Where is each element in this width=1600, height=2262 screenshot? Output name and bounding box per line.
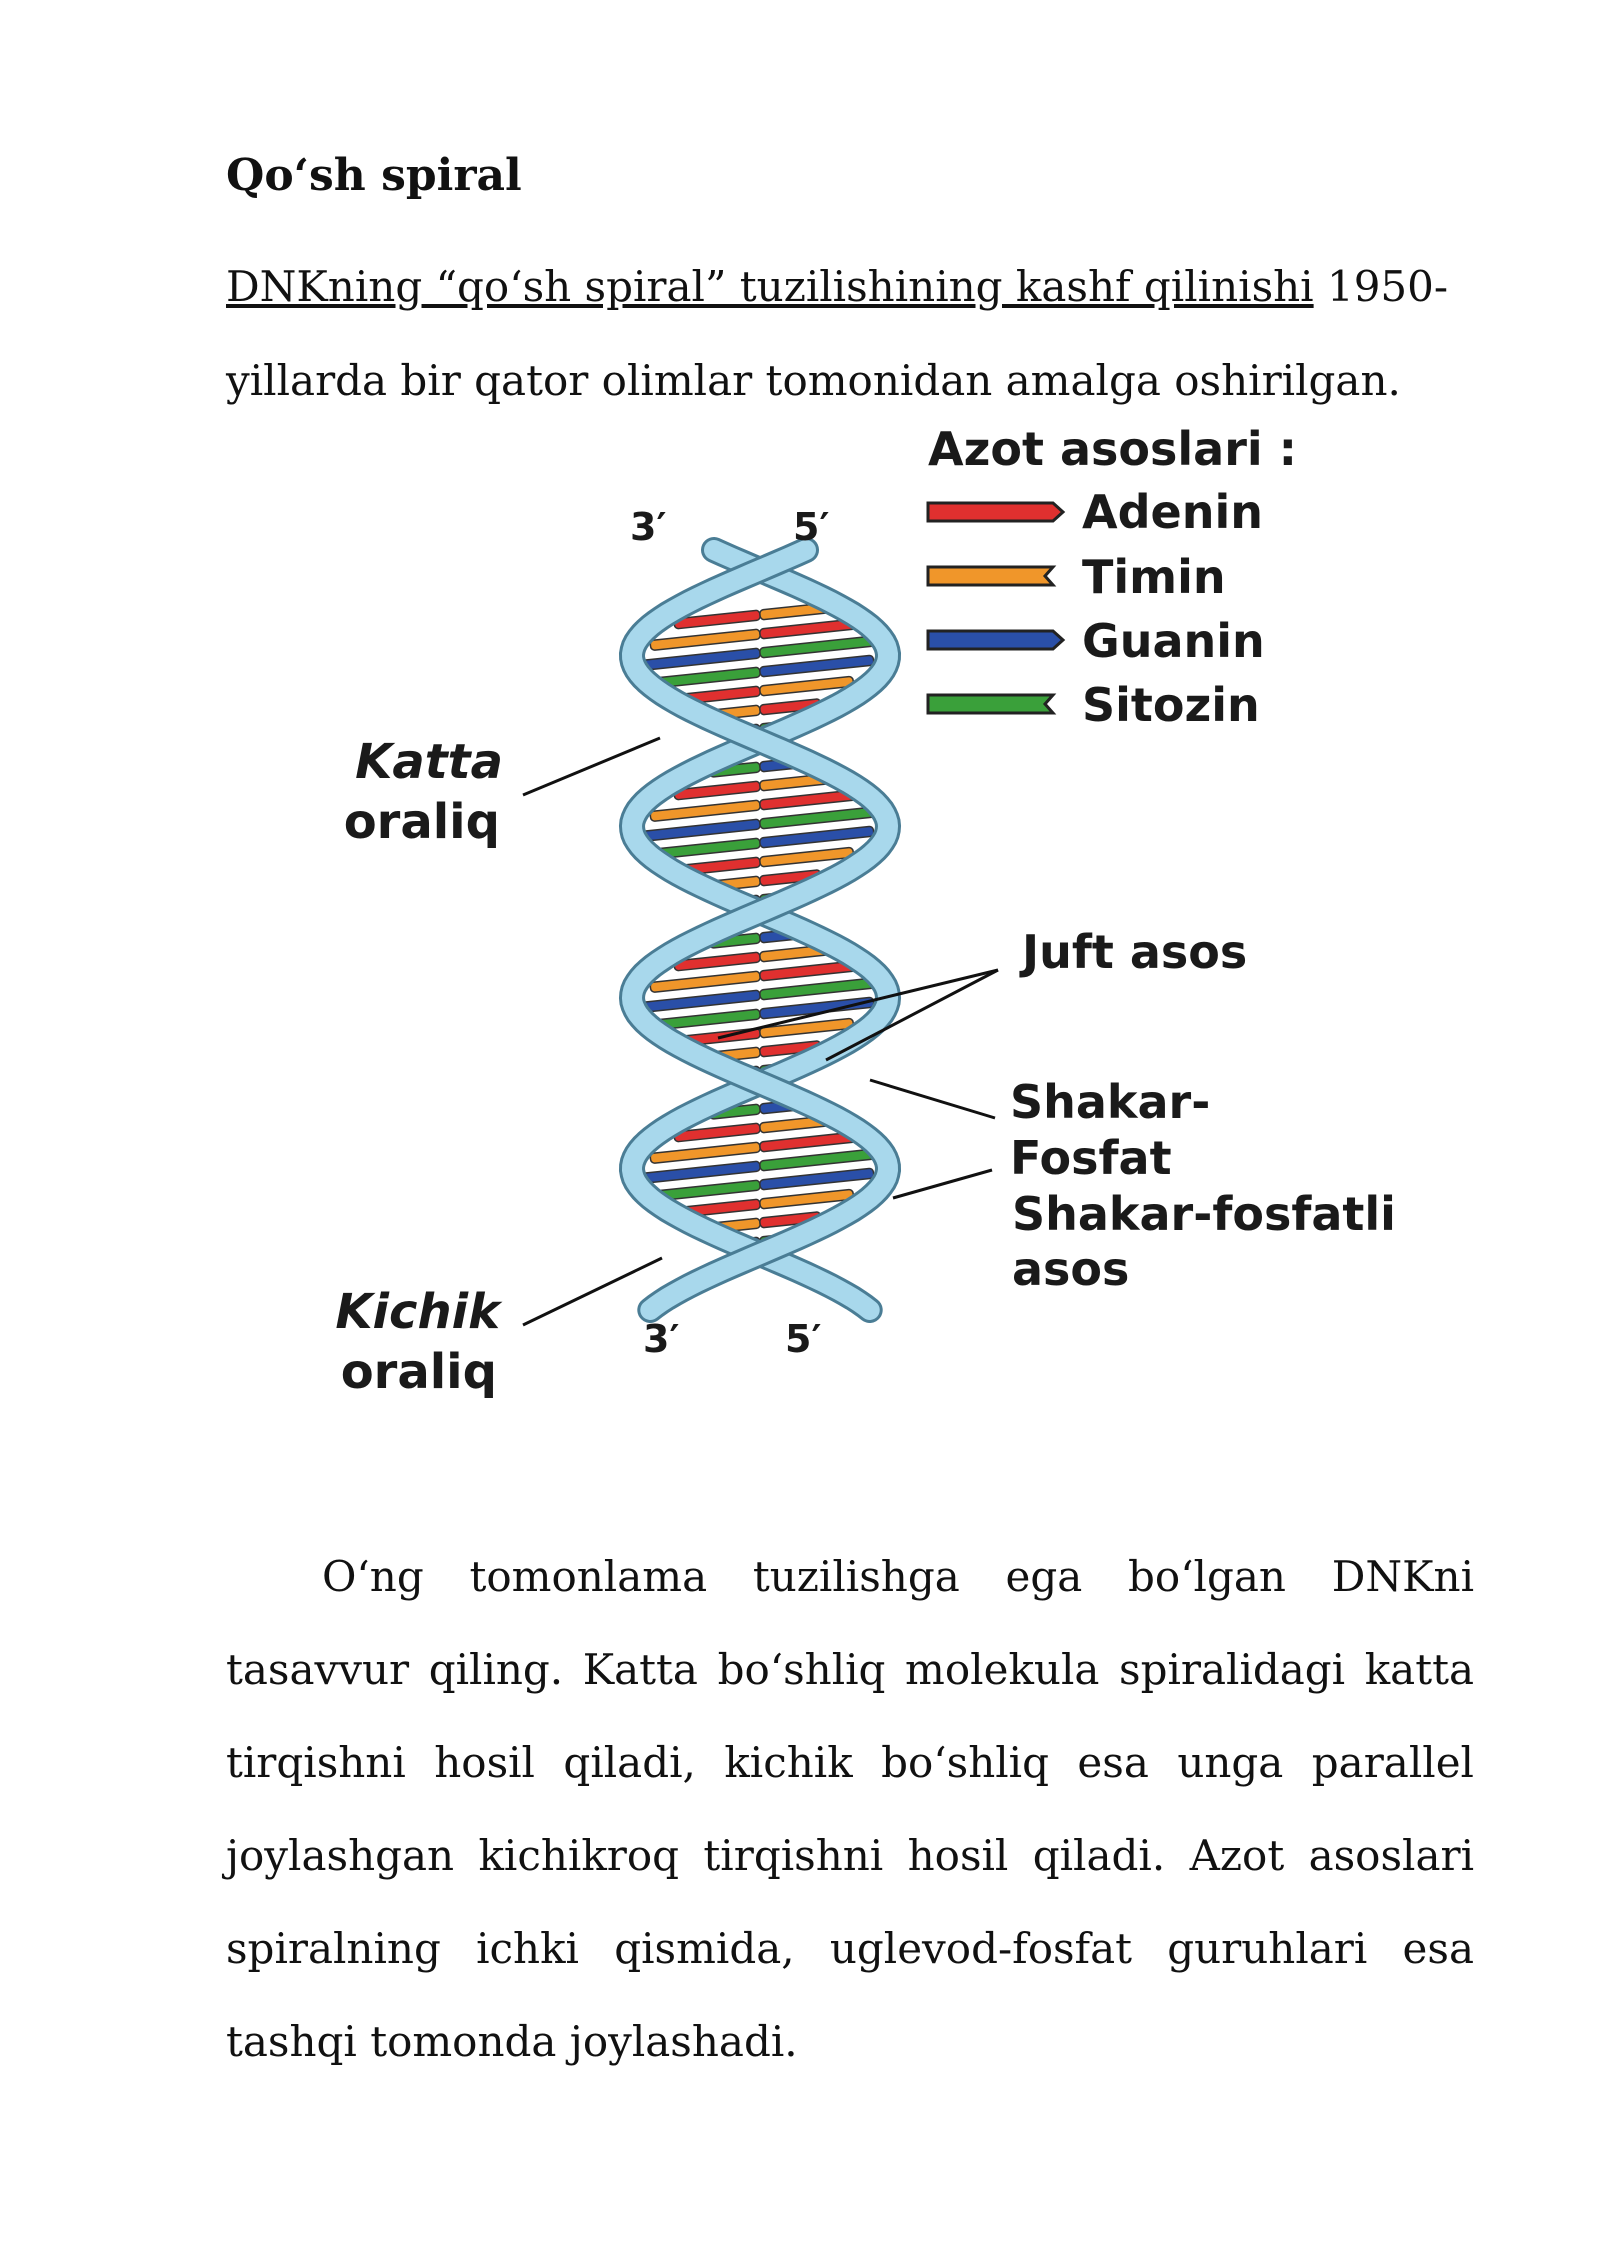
base-pair-half: [759, 1168, 874, 1190]
base-pair-half: [650, 629, 761, 650]
base-pair-half: [759, 655, 874, 677]
base-pair-half: [759, 806, 879, 828]
base-pair-half: [759, 826, 874, 848]
base-pair-half: [650, 1142, 761, 1163]
base-pair-half: [759, 997, 874, 1019]
legend-label-adenin: Adenin: [1082, 485, 1263, 539]
end-label-top-5prime: 5′: [793, 505, 830, 549]
sitozin-swatch: [928, 695, 1053, 713]
legend-label-timin: Timin: [1082, 550, 1226, 604]
end-label-bottom-3prime: 3′: [643, 1317, 680, 1361]
legend-item-sitozin: [928, 678, 1260, 732]
base-pair-half: [640, 819, 760, 841]
end-label-bottom-5prime: 5′: [785, 1317, 822, 1361]
legend-item-timin: [928, 550, 1226, 604]
sugar-phosphate-base-label-2: asos: [1012, 1242, 1130, 1296]
base-pair-label: Juft asos: [1022, 925, 1248, 979]
base-pair-half: [640, 990, 760, 1012]
body-paragraph: O‘ng tomonlama tuzilishga ega bo‘lgan DNKni tasavvur qiling. Katta bo‘shliq molekula spiralidagi katta tirqishni hosil qiladi, kichik bo‘shliq esa unga parallel joylashgan kichikroq tirqishni hosil qiladi. Azot asoslari spiralning ichki qismida, uglevod-fosfat guruhlari esa tashqi tomonda joylashadi.: [226, 1552, 1474, 2066]
base-pair-half: [759, 977, 879, 999]
major-groove-label-2: oraliq: [343, 794, 500, 850]
legend-item-guanin: [928, 614, 1265, 668]
legend-title: Azot asoslari :: [928, 422, 1298, 476]
section-heading: Qo‘sh spiral: [226, 150, 522, 201]
sugar-phosphate-label-1: Shakar-: [1010, 1075, 1211, 1129]
sugar-phosphate-base-pointer: [893, 1170, 992, 1198]
guanin-swatch: [928, 631, 1063, 649]
base-pair-half: [650, 800, 761, 821]
sugar-phosphate-pointer: [870, 1080, 995, 1118]
intro-rest: 1950-yillarda bir qator olimlar tomonidan amalga oshirilgan.: [226, 262, 1449, 405]
legend-label-guanin: Guanin: [1082, 614, 1265, 668]
discovery-link[interactable]: DNKning “qo‘sh spiral” tuzilishining kashf qilinishi: [226, 262, 1314, 311]
major-groove-pointer: [523, 738, 660, 795]
legend-label-sitozin: Sitozin: [1082, 678, 1260, 732]
base-pair-half: [640, 648, 760, 670]
major-groove-label-1: Katta: [355, 734, 503, 790]
legend-item-adenin: [928, 485, 1263, 539]
sugar-phosphate-base-label-1: Shakar-fosfatli: [1012, 1187, 1396, 1241]
sugar-phosphate-label-2: Fosfat: [1010, 1131, 1172, 1185]
base-pair-half: [650, 971, 761, 992]
adenin-swatch: [928, 503, 1063, 521]
timin-swatch: [928, 567, 1053, 585]
base-pair-half: [759, 1148, 879, 1170]
base-pair-half: [640, 1161, 760, 1183]
end-label-top-3prime: 3′: [630, 505, 667, 549]
minor-groove-label-2: oraliq: [340, 1344, 497, 1400]
minor-groove-label-1: Kichik: [335, 1284, 500, 1340]
base-pair-half: [759, 635, 879, 657]
